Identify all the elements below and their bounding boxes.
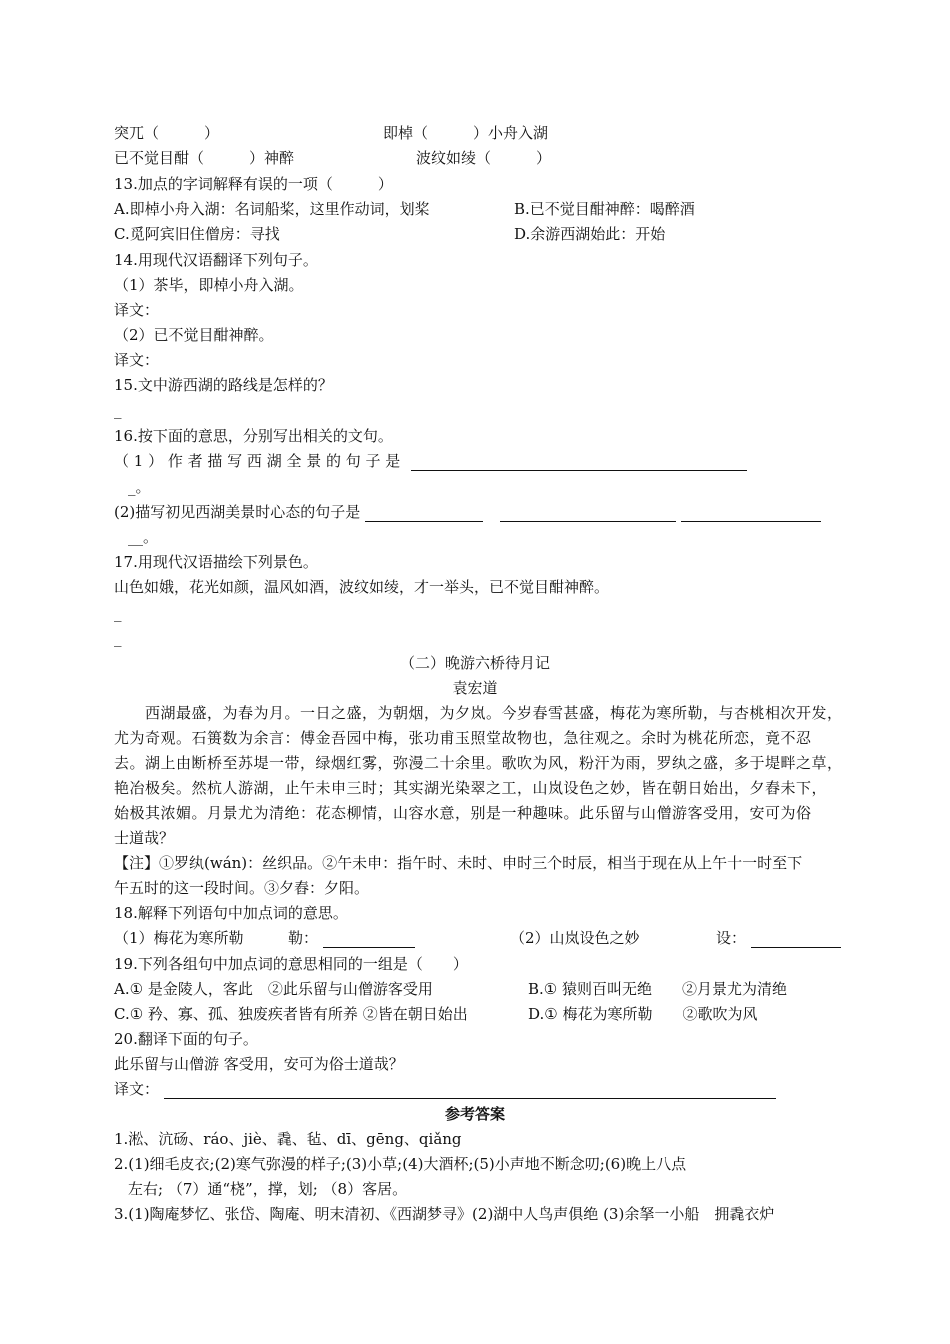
q17-blank-2: _ bbox=[114, 629, 122, 647]
passage-line: 西湖最盛，为春为月。一日之盛，为朝烟，为夕岚。今岁春雪甚盛，梅花为寒所勒，与杏桃相次开发， bbox=[114, 704, 843, 722]
q17-stem: 17.用现代汉语描绘下列景色。 bbox=[114, 553, 318, 571]
q14-translation-1: 译文： bbox=[114, 301, 160, 319]
q18-item-2: （2）山岚设色之妙 bbox=[510, 929, 640, 947]
q20-line bbox=[164, 1082, 776, 1099]
q18-item-1-label: 勒： bbox=[288, 929, 319, 947]
q18-item-2-answer bbox=[716, 928, 841, 948]
q18-item-1-answer bbox=[288, 928, 415, 948]
q13-option-c: C.觅阿宾旧住僧房：寻找 bbox=[114, 225, 280, 243]
passage-line: 士道哉？ bbox=[114, 829, 175, 847]
q16-stem: 16.按下面的意思，分别写出相关的文句。 bbox=[114, 427, 393, 445]
q16-item-2-line-b bbox=[500, 505, 676, 522]
q17-blank-1: _ bbox=[114, 604, 122, 622]
passage-note-1: 【注】①罗纨(wán)：丝织品。②午未申：指午时、未时、申时三个时辰，相当于现在从上午十一时至下 bbox=[114, 854, 803, 872]
blank-bowen: 波纹如绫（ ） bbox=[416, 149, 552, 167]
answer-1: 1.淞、沆砀、ráo、jiè、毳、毡、dī、gēng、qiǎng bbox=[114, 1130, 462, 1148]
q16-item-2 bbox=[114, 502, 821, 522]
q20-text: 此乐留与山僧游 客受用，安可为俗士道哉？ bbox=[114, 1055, 404, 1073]
q16-item-2-end: __。 bbox=[128, 528, 159, 546]
q20-label: 译文： bbox=[114, 1080, 160, 1098]
q18-item-2-line bbox=[751, 931, 841, 948]
q19-option-b: B.① 猿则百叫无绝 ②月景尤为清绝 bbox=[528, 980, 788, 998]
q16-item-2-line-c bbox=[681, 505, 821, 522]
q14-sentence-2: （2）已不觉目酣神醉。 bbox=[114, 326, 274, 344]
q19-option-c: C.① 矜、寡、孤、独废疾者皆有所养 ②皆在朝日始出 bbox=[114, 1005, 468, 1023]
q18-stem: 18.解释下列语句中加点词的意思。 bbox=[114, 904, 348, 922]
q16-item-2-line-a bbox=[365, 505, 483, 522]
q13-option-a: A.即棹小舟入湖：名词船桨，这里作动词，划桨 bbox=[114, 200, 430, 218]
q18-item-1-line bbox=[323, 931, 415, 948]
passage-title: （二）晚游六桥待月记 bbox=[399, 654, 550, 672]
blank-tuwu: 突兀（ ） bbox=[114, 124, 220, 142]
q19-option-d: D.① 梅花为寒所勒 ②歌吹为风 bbox=[528, 1005, 758, 1023]
answer-2: 2.(1)细毛皮衣;(2)寒气弥漫的样子;(3)小草;(4)大酒杯;(5)小声地不断念叨;(6)晚上八点 bbox=[114, 1155, 687, 1173]
q18-item-2-label: 设： bbox=[716, 929, 747, 947]
passage-note-2: 午五时的这一段时间。③夕舂：夕阳。 bbox=[114, 879, 370, 897]
q15-answer-blank: _ bbox=[114, 401, 122, 419]
passage-line: 去。湖上由断桥至苏堤一带，绿烟红雾，弥漫二十余里。歌吹为风，粉汗为雨，罗纨之盛，多于堤畔之草， bbox=[114, 754, 843, 772]
passage-line: 艳冶极矣。然杭人游湖，止午未申三时；其实湖光染翠之工，山岚设色之妙，皆在朝日始出，夕舂未下， bbox=[114, 779, 828, 797]
q14-stem: 14.用现代汉语翻译下列句子。 bbox=[114, 251, 318, 269]
q16-item-1-end: _。 bbox=[128, 478, 151, 496]
q13-option-d: D.余游西湖始此：开始 bbox=[514, 225, 666, 243]
q16-item-2-text: (2)描写初见西湖美景时心态的句子是 bbox=[114, 503, 361, 521]
q17-text: 山色如娥，花光如颜，温风如酒，波纹如绫，才一举头，已不觉目酣神醉。 bbox=[114, 578, 610, 596]
q19-stem: 19.下列各组句中加点词的意思相同的一组是（ ） bbox=[114, 955, 468, 973]
passage-author: 袁宏道 bbox=[452, 679, 498, 697]
q19-option-a: A.① 是金陵人，客此 ②此乐留与山僧游客受用 bbox=[114, 980, 433, 998]
q13-option-b: B.已不觉目酣神醉：喝醉酒 bbox=[514, 200, 695, 218]
q20-stem: 20.翻译下面的句子。 bbox=[114, 1030, 258, 1048]
q20-answer bbox=[114, 1079, 776, 1099]
q14-sentence-1: （1）茶毕，即棹小舟入湖。 bbox=[114, 276, 304, 294]
answers-title: 参考答案 bbox=[444, 1105, 505, 1123]
passage-line: 始极其浓媚。月景尤为清绝：花态柳情，山容水意，别是一种趣味。此乐留与山僧游客受用，安可为俗 bbox=[114, 804, 812, 822]
blank-jizhao: 即棹（ ）小舟入湖 bbox=[383, 124, 549, 142]
q14-translation-2: 译文： bbox=[114, 351, 160, 369]
q16-item-1 bbox=[114, 451, 747, 471]
blank-yijue: 已不觉目酣（ ）神醉 bbox=[114, 149, 295, 167]
q13-stem: 13.加点的字词解释有误的一项（ ） bbox=[114, 175, 393, 193]
answer-3: 3.(1)陶庵梦忆、张岱、陶庵、明末清初、《西湖梦寻》(2)湖中人鸟声俱绝 (3)余拏一小船 拥毳衣炉 bbox=[114, 1205, 775, 1223]
answer-2-cont: 左右; （7）通“桡”，撑，划; （8）客居。 bbox=[128, 1180, 408, 1198]
q18-item-1: （1）梅花为寒所勒 bbox=[114, 929, 244, 947]
passage-line: 尤为奇观。石篑数为余言：傅金吾园中梅，张功甫玉照堂故物也，急往观之。余时为桃花所恋，竟不忍 bbox=[114, 729, 812, 747]
q16-item-1-line bbox=[411, 454, 747, 471]
q16-item-1-text: （ 1 ） 作 者 描 写 西 湖 全 景 的 句 子 是 bbox=[114, 452, 401, 470]
q15-stem: 15.文中游西湖的路线是怎样的？ bbox=[114, 376, 333, 394]
